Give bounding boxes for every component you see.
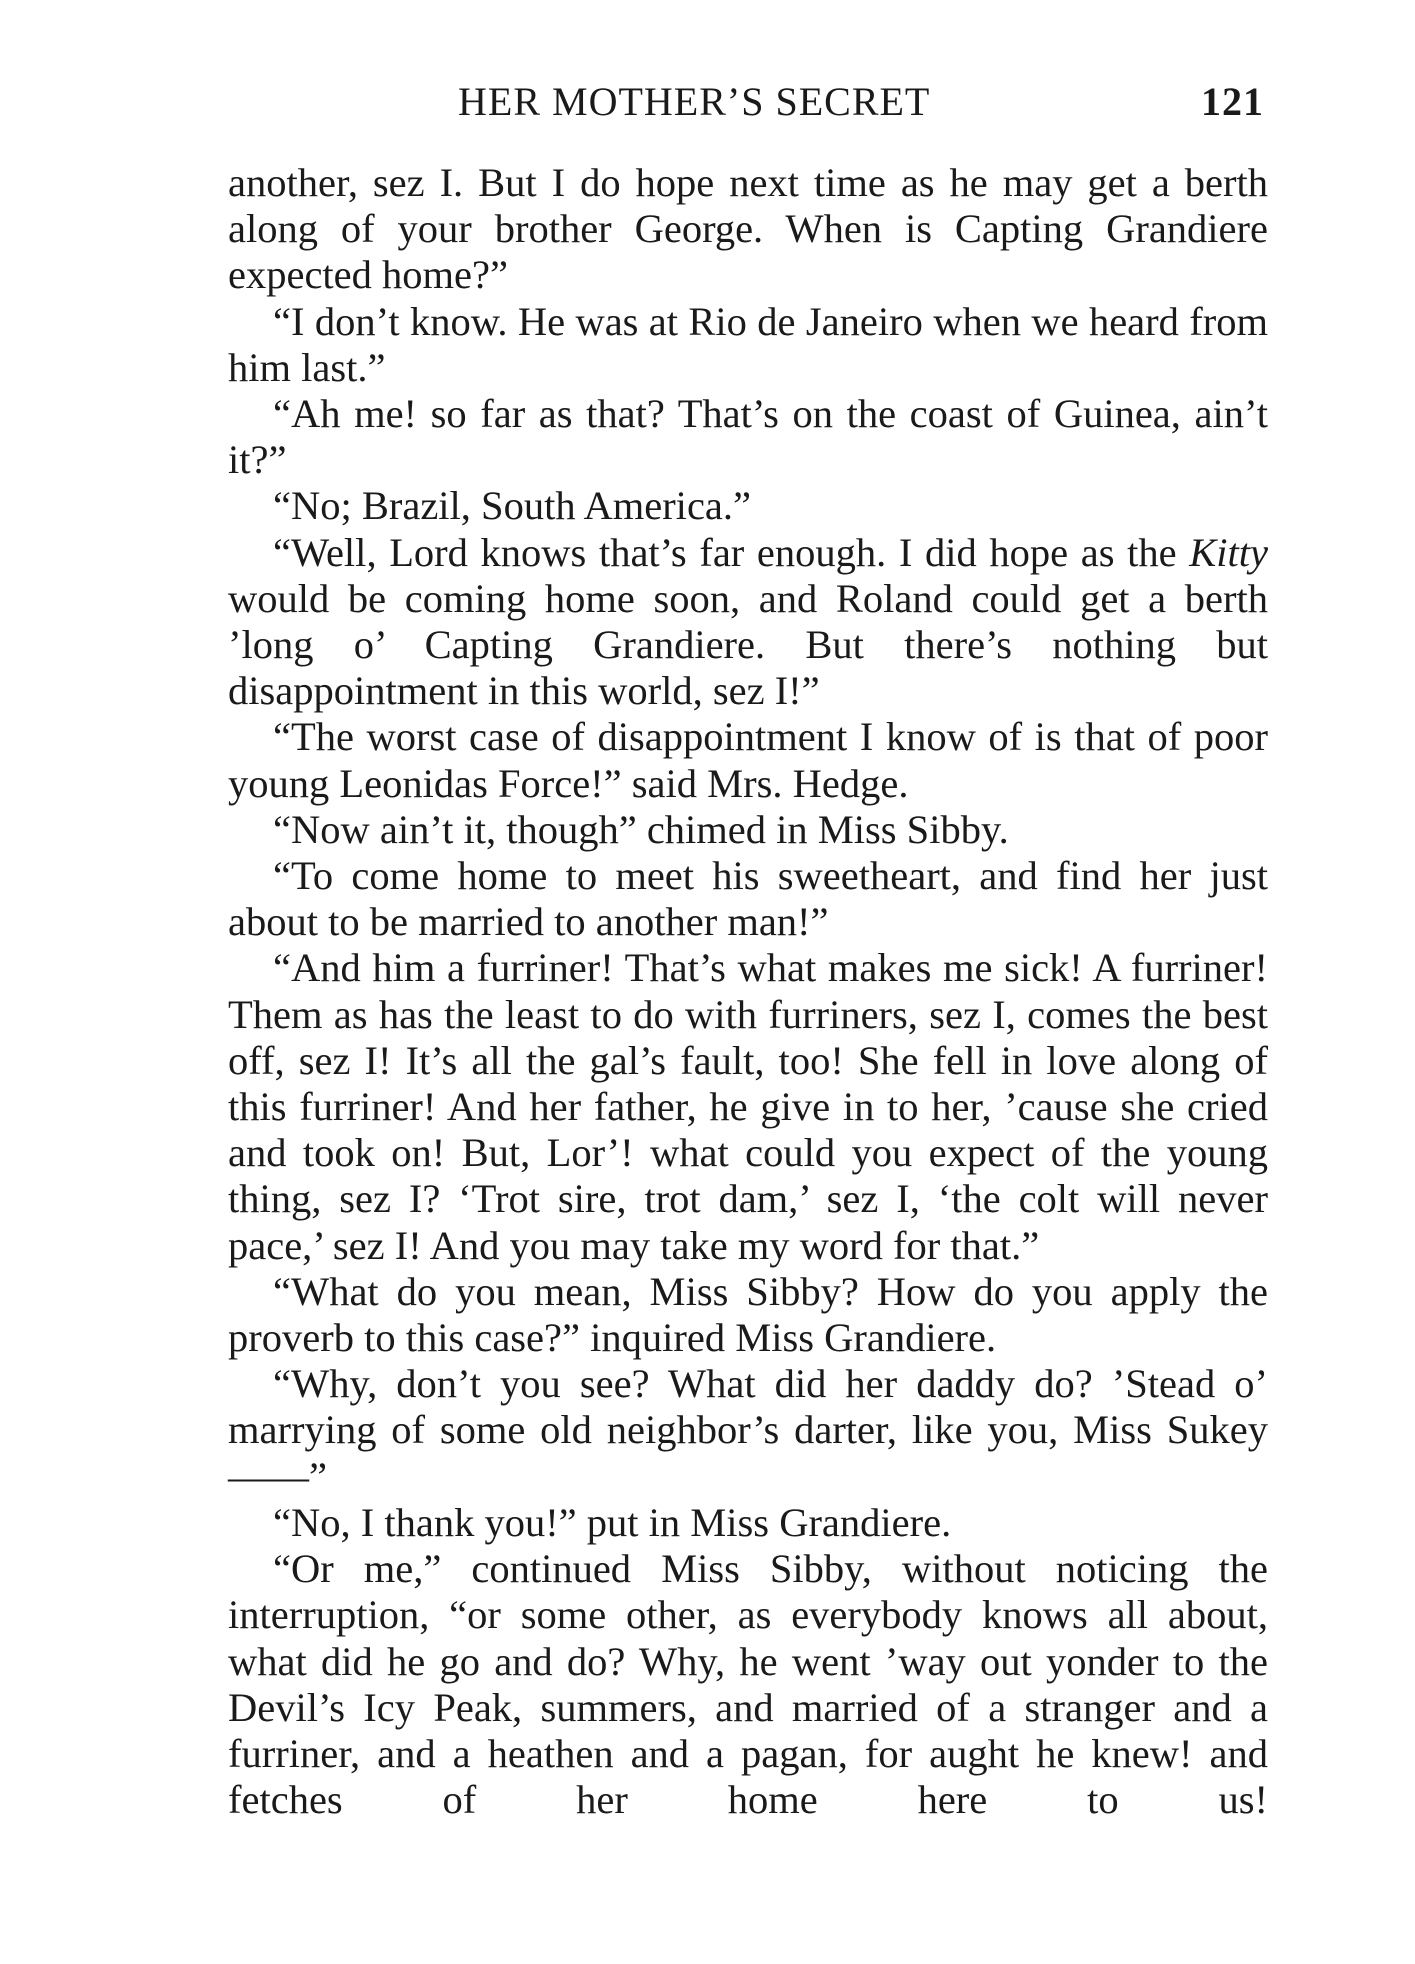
paragraph xyxy=(228,1361,1268,1500)
paragraph-text: “No, I thank you!” put in Miss Grandiere. xyxy=(273,1499,952,1545)
paragraph xyxy=(228,483,1268,529)
page-number: 121 xyxy=(1201,79,1264,124)
paragraph-text: “Well, Lord knows that’s far enough. I did hope as the xyxy=(273,529,1190,575)
paragraph-text: “Ah me! so far as that? That’s on the coast of Guinea, ain’t it?” xyxy=(228,391,1268,483)
running-title: HER MOTHER’S SECRET xyxy=(458,79,931,124)
ship-name: Kitty xyxy=(1189,529,1268,575)
paragraph-text: “No; Brazil, South America.” xyxy=(273,483,751,529)
paragraph-text: another, sez I. But I do hope next time as he may get a berth along of your brother George. When is Capting Grandiere expected home?” xyxy=(228,160,1268,298)
paragraph xyxy=(228,807,1268,853)
paragraph xyxy=(228,391,1268,483)
paragraph-text: “The worst case of disappointment I know of is that of poor young Leonidas Force!” said Mrs. Hedge. xyxy=(228,714,1268,806)
paragraph-text: “To come home to meet his sweetheart, and find her just about to be married to another man!” xyxy=(228,853,1268,945)
paragraph-text: “Why, don’t you see? What did her daddy do? ’Stead o’ marrying of some old neighbor’s darter, like you, Miss Sukey——” xyxy=(228,1361,1268,1499)
paragraph xyxy=(228,714,1268,806)
paragraph xyxy=(228,299,1268,391)
paragraph-text: “I don’t know. He was at Rio de Janeiro when we heard from him last.” xyxy=(228,298,1268,390)
paragraph xyxy=(228,530,1268,715)
body-text xyxy=(228,160,1268,1823)
paragraph-text: “And him a furriner! That’s what makes me sick! A furriner! Them as has the least to do with furriners, sez I, comes the best off, sez I! It’s all the gal’s fault, too! She fell in love along of this furriner! And her father, he give in to her, ’cause she cried and took on! But, Lor’! what could you expect of the young thing, sez I? ‘Trot sire, trot dam,’ sez I, ‘the colt will never pace,’ sez I! And you may take my word for that.” xyxy=(228,945,1268,1268)
paragraph xyxy=(228,160,1268,299)
paragraph xyxy=(228,945,1268,1268)
running-head xyxy=(228,72,1268,132)
paragraph xyxy=(228,1546,1268,1823)
paragraph xyxy=(228,1269,1268,1361)
paragraph-text: “Or me,” continued Miss Sibby, without noticing the interruption, “or some other, as everybody knows all about, what did he go and do? Why, he went ’way out yonder to the Devil’s Icy Peak, summers, and married of a stranger and a furriner, and a heathen and a pagan, for aught he knew! and fetches of her home here to us! xyxy=(228,1546,1268,1823)
paragraph-text: “Now ain’t it, though” chimed in Miss Sibby. xyxy=(273,806,1009,852)
paragraph-text: would be coming home soon, and Roland could get a berth ’long o’ Capting Grandiere. But there’s nothing but disappointment in this world, sez I!” xyxy=(228,575,1268,714)
paragraph xyxy=(228,853,1268,945)
paragraph-text: “What do you mean, Miss Sibby? How do you apply the proverb to this case?” inquired Miss Grandiere. xyxy=(228,1268,1268,1361)
paragraph xyxy=(228,1500,1268,1546)
